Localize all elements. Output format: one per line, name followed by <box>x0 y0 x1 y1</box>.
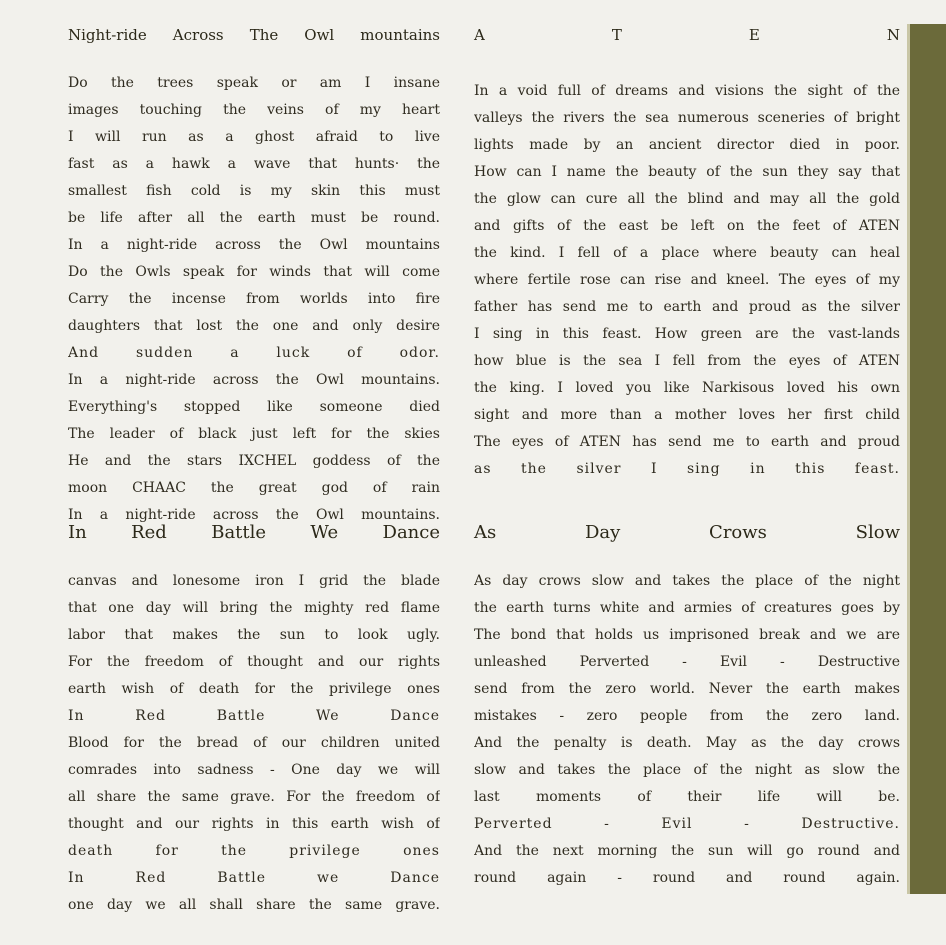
poem-line: The bond that holds us imprisoned break and we are <box>474 627 900 643</box>
poem-line: father has send me to earth and proud as the silver <box>474 299 900 315</box>
poem-line: Carry the incense from worlds into fire <box>68 291 440 307</box>
poem-line: and gifts of the east be left on the feet of ATEN <box>474 218 900 234</box>
poem-title-day-crows: As Day Crows Slow <box>474 522 900 543</box>
poem-line: the kind. I fell of a place where beauty can heal <box>474 245 900 261</box>
poem-line: all share the same grave. For the freedom of <box>68 789 440 805</box>
poem-night-ride <box>68 70 440 529</box>
poem-line: Perverted - Evil - Destructive. <box>474 816 900 832</box>
poem-line: one day we all shall share the same grave. <box>68 897 440 913</box>
poem-line: be life after all the earth must be round. <box>68 210 440 226</box>
poem-line: comrades into sadness - One day we will <box>68 762 440 778</box>
poem-line: smallest fish cold is my skin this must <box>68 183 440 199</box>
poem-line: In a night-ride across the Owl mountains. <box>68 507 440 523</box>
poem-line: the earth turns white and armies of creatures goes by <box>474 600 900 616</box>
poem-line: send from the zero world. Never the earth makes <box>474 681 900 697</box>
poem-line: where fertile rose can rise and kneel. The eyes of my <box>474 272 900 288</box>
poem-line: mistakes - zero people from the zero land. <box>474 708 900 724</box>
poem-title-aten: A T E N <box>474 26 902 44</box>
poem-line: last moments of their life will be. <box>474 789 900 805</box>
poem-line: lights made by an ancient director died in poor. <box>474 137 900 153</box>
poem-red-battle <box>68 568 440 919</box>
poem-line: as the silver I sing in this feast. <box>474 461 900 477</box>
poem-line: round again - round and round again. <box>474 870 900 886</box>
poem-line: valleys the rivers the sea numerous sceneries of bright <box>474 110 900 126</box>
poem-line: Do the trees speak or am I insane <box>68 75 440 91</box>
poem-line: In a void full of dreams and visions the sight of the <box>474 83 900 99</box>
poem-line: In Red Battle We Dance <box>68 708 440 724</box>
poem-line: The eyes of ATEN has send me to earth and proud <box>474 434 900 450</box>
poem-line: I sing in this feast. How green are the vast-lands <box>474 326 900 342</box>
poem-line: In a night-ride across the Owl mountains <box>68 237 440 253</box>
poem-line: And sudden a luck of odor. <box>68 345 440 361</box>
poem-line: And the penalty is death. May as the day crows <box>474 735 900 751</box>
poem-line: the king. I loved you like Narkisous loved his own <box>474 380 900 396</box>
poem-line: labor that makes the sun to look ugly. <box>68 627 440 643</box>
poem-line: images touching the veins of my heart <box>68 102 440 118</box>
poem-line: And the next morning the sun will go round and <box>474 843 900 859</box>
poem-line: how blue is the sea I fell from the eyes of ATEN <box>474 353 900 369</box>
poem-line: death for the privilege ones <box>68 843 440 859</box>
poem-line: earth wish of death for the privilege ones <box>68 681 440 697</box>
poem-line: I will run as a ghost afraid to live <box>68 129 440 145</box>
poem-line: Everything's stopped like someone died <box>68 399 440 415</box>
poem-line: He and the stars IXCHEL goddess of the <box>68 453 440 469</box>
poem-line: In a night-ride across the Owl mountains. <box>68 372 440 388</box>
poem-line: sight and more than a mother loves her first child <box>474 407 900 423</box>
poem-line: unleashed Perverted - Evil - Destructive <box>474 654 900 670</box>
olive-side-strip <box>910 24 946 894</box>
poem-title-red-battle: In Red Battle We Dance <box>68 522 440 543</box>
poem-line: For the freedom of thought and our rights <box>68 654 440 670</box>
poem-title-night-ride: Night-ride Across The Owl mountains <box>68 26 440 44</box>
poem-line: thought and our rights in this earth wish of <box>68 816 440 832</box>
poem-line: moon CHAAC the great god of rain <box>68 480 440 496</box>
poem-line: Do the Owls speak for winds that will come <box>68 264 440 280</box>
poem-line: canvas and lonesome iron I grid the blade <box>68 573 440 589</box>
poem-day-crows <box>474 568 900 892</box>
poem-aten <box>474 78 900 483</box>
poem-line: fast as a hawk a wave that hunts· the <box>68 156 440 172</box>
poem-line: daughters that lost the one and only desire <box>68 318 440 334</box>
poem-line: As day crows slow and takes the place of the night <box>474 573 900 589</box>
poem-line: slow and takes the place of the night as slow the <box>474 762 900 778</box>
poem-line: the glow can cure all the blind and may all the gold <box>474 191 900 207</box>
poem-line: How can I name the beauty of the sun they say that <box>474 164 900 180</box>
poem-line: In Red Battle we Dance <box>68 870 440 886</box>
poem-line: The leader of black just left for the skies <box>68 426 440 442</box>
poem-line: that one day will bring the mighty red flame <box>68 600 440 616</box>
poem-line: Blood for the bread of our children united <box>68 735 440 751</box>
